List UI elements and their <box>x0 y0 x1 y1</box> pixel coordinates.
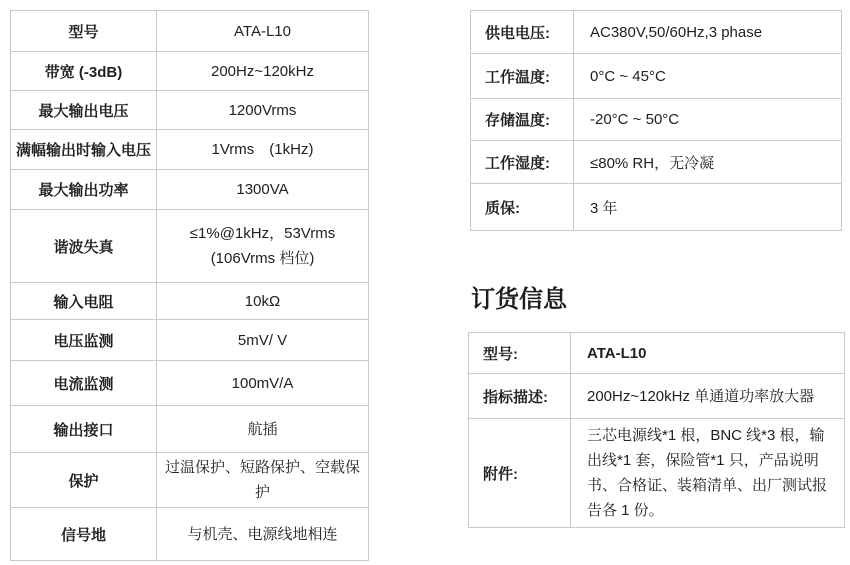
spec-label: 满幅输出时输入电压 <box>11 130 157 170</box>
spec-row <box>11 283 369 320</box>
env-row <box>471 54 842 99</box>
env-value: 0°C ~ 45°C <box>574 54 842 99</box>
spec-label: 谐波失真 <box>11 210 157 283</box>
spec-row <box>11 130 369 170</box>
env-value: 3 年 <box>574 184 842 231</box>
spec-table <box>10 10 369 561</box>
spec-row <box>11 508 369 561</box>
spec-row <box>11 406 369 453</box>
spec-row <box>11 210 369 283</box>
env-value: -20°C ~ 50°C <box>574 99 842 141</box>
order-label: 型号: <box>469 333 571 374</box>
spec-label: 带宽 (-3dB) <box>11 52 157 91</box>
spec-row <box>11 91 369 130</box>
spec-value: 与机壳、电源线地相连 <box>157 508 369 561</box>
spec-label: 电流监测 <box>11 361 157 406</box>
spec-row <box>11 52 369 91</box>
spec-value: ATA-L10 <box>157 11 369 52</box>
order-value-description: 200Hz~120kHz 单通道功率放大器 <box>571 374 845 419</box>
env-label: 供电电压: <box>471 11 574 54</box>
spec-label: 保护 <box>11 453 157 508</box>
spec-value: 100mV/A <box>157 361 369 406</box>
spec-value: 过温保护、短路保护、空载保护 <box>157 453 369 508</box>
spec-label: 电压监测 <box>11 320 157 361</box>
order-value-model: ATA-L10 <box>571 333 845 374</box>
spec-row <box>11 320 369 361</box>
spec-value: 5mV/ V <box>157 320 369 361</box>
spec-label: 输入电阻 <box>11 283 157 320</box>
spec-value: 200Hz~120kHz <box>157 52 369 91</box>
spec-value: 1Vrms (1kHz) <box>157 130 369 170</box>
spec-label: 最大输出电压 <box>11 91 157 130</box>
order-table <box>468 332 845 528</box>
spec-label: 型号 <box>11 11 157 52</box>
spec-value-line2: (106Vrms 档位) <box>210 250 315 267</box>
order-value-accessories: 三芯电源线*1 根，BNC 线*3 根，输出线*1 套，保险管*1 只，产品说明书、合格证、装箱清单、出厂测试报告各 1 份。 <box>571 419 845 528</box>
spec-value: 1300VA <box>157 170 369 210</box>
spec-value: 10kΩ <box>157 283 369 320</box>
env-row <box>471 99 842 141</box>
env-row <box>471 11 842 54</box>
order-label: 附件: <box>469 419 571 528</box>
spec-value-line1: ≤1%@1kHz，53Vrms <box>189 225 336 242</box>
env-label: 存储温度: <box>471 99 574 141</box>
spec-label: 输出接口 <box>11 406 157 453</box>
spec-value: 航插 <box>157 406 369 453</box>
spec-value: 1200Vrms <box>157 91 369 130</box>
spec-row <box>11 11 369 52</box>
env-label: 工作湿度: <box>471 141 574 184</box>
spec-label: 最大输出功率 <box>11 170 157 210</box>
env-value: AC380V,50/60Hz,3 phase <box>574 11 842 54</box>
order-row <box>469 333 845 374</box>
order-row <box>469 419 845 528</box>
spec-row <box>11 453 369 508</box>
spec-label: 信号地 <box>11 508 157 561</box>
order-label: 指标描述: <box>469 374 571 419</box>
order-info-heading: 订货信息 <box>471 286 567 313</box>
spec-row <box>11 170 369 210</box>
env-row <box>471 141 842 184</box>
order-row <box>469 374 845 419</box>
env-label: 工作温度: <box>471 54 574 99</box>
env-label: 质保: <box>471 184 574 231</box>
spec-value <box>157 210 369 283</box>
env-row <box>471 184 842 231</box>
env-table <box>470 10 842 231</box>
env-value: ≤80% RH，无冷凝 <box>574 141 842 184</box>
spec-row <box>11 361 369 406</box>
